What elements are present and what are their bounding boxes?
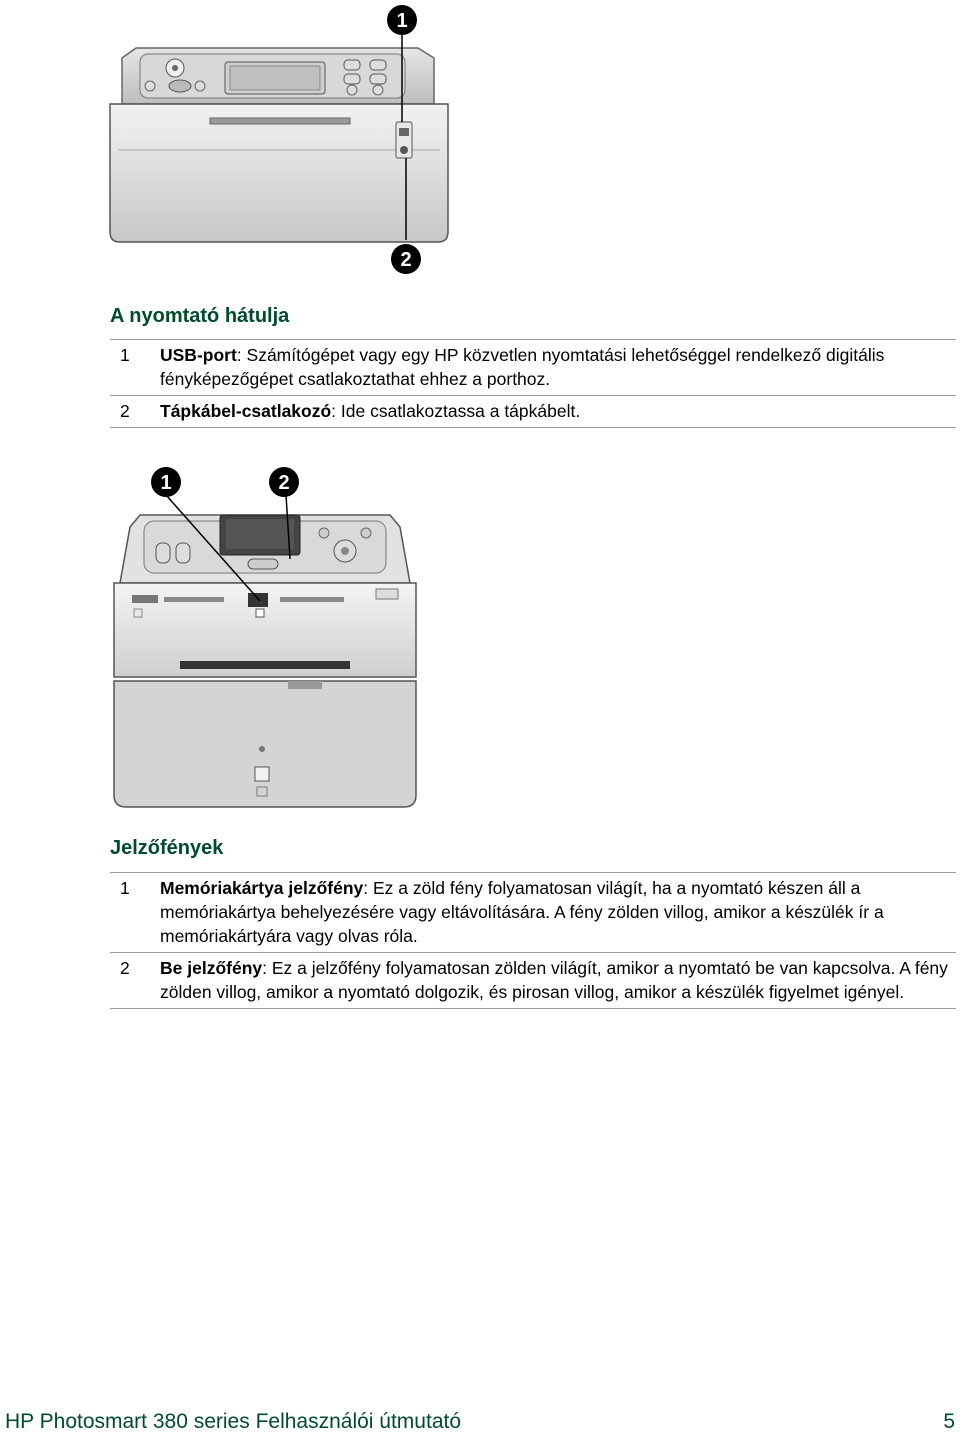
lights-items-table [110,872,956,1009]
footer-title: HP Photosmart 380 series Felhasználói útmutató [5,1410,462,1433]
item-term: USB-port [160,345,237,365]
svg-text:2: 2 [400,249,412,271]
svg-text:1: 1 [160,472,172,494]
page-number: 5 [943,1410,955,1433]
callout-2-marker [391,244,421,274]
item-term: Tápkábel-csatlakozó [160,401,332,421]
item-description [160,396,956,428]
page-footer [0,1410,960,1434]
section-heading-lights: Jelzőfények [110,837,224,859]
table-row [110,396,956,428]
item-term: Be jelzőfény [160,958,263,978]
table-row [110,340,956,396]
callout-1-marker [387,5,417,35]
callout-2-marker [269,467,299,497]
item-number: 1 [120,345,130,365]
item-text: : Ez a zöld fény folyamatosan világít, ha a nyomtató készen áll a memóriakártya behelyezésére vagy eltávolítására. A fény zölden villog, amikor a készülék ír a memóriakártyára vagy olvas róla. [160,878,884,946]
item-term: Memóriakártya jelzőfény [160,878,364,898]
item-text: : Ide csatlakoztassa a tápkábelt. [331,401,581,421]
callout-1-marker [151,467,181,497]
table-row [110,953,956,1009]
rear-items-table [110,339,956,428]
item-text: : Számítógépet vagy egy HP közvetlen nyomtatási lehetőséggel rendelkező digitális fényképezőgépet csatlakoztathat ehhez a porthoz. [160,345,885,389]
printer-rear-illustration [100,0,460,285]
item-number: 1 [120,878,130,898]
svg-text:1: 1 [396,10,408,32]
table-row [110,873,956,953]
item-number: 2 [120,958,130,978]
item-text: : Ez a jelzőfény folyamatosan zölden világít, amikor a nyomtató be van kapcsolva. A fény zölden villog, amikor a nyomtató dolgozik, és pirosan villog, amikor a készülék figyelmet igényel. [160,958,948,1002]
item-number: 2 [120,401,130,421]
printer-lights-illustration [100,455,430,815]
item-description [160,340,956,396]
item-description [160,873,956,953]
item-description [160,953,956,1009]
section-heading-rear: A nyomtató hátulja [110,305,290,327]
svg-text:2: 2 [278,472,290,494]
